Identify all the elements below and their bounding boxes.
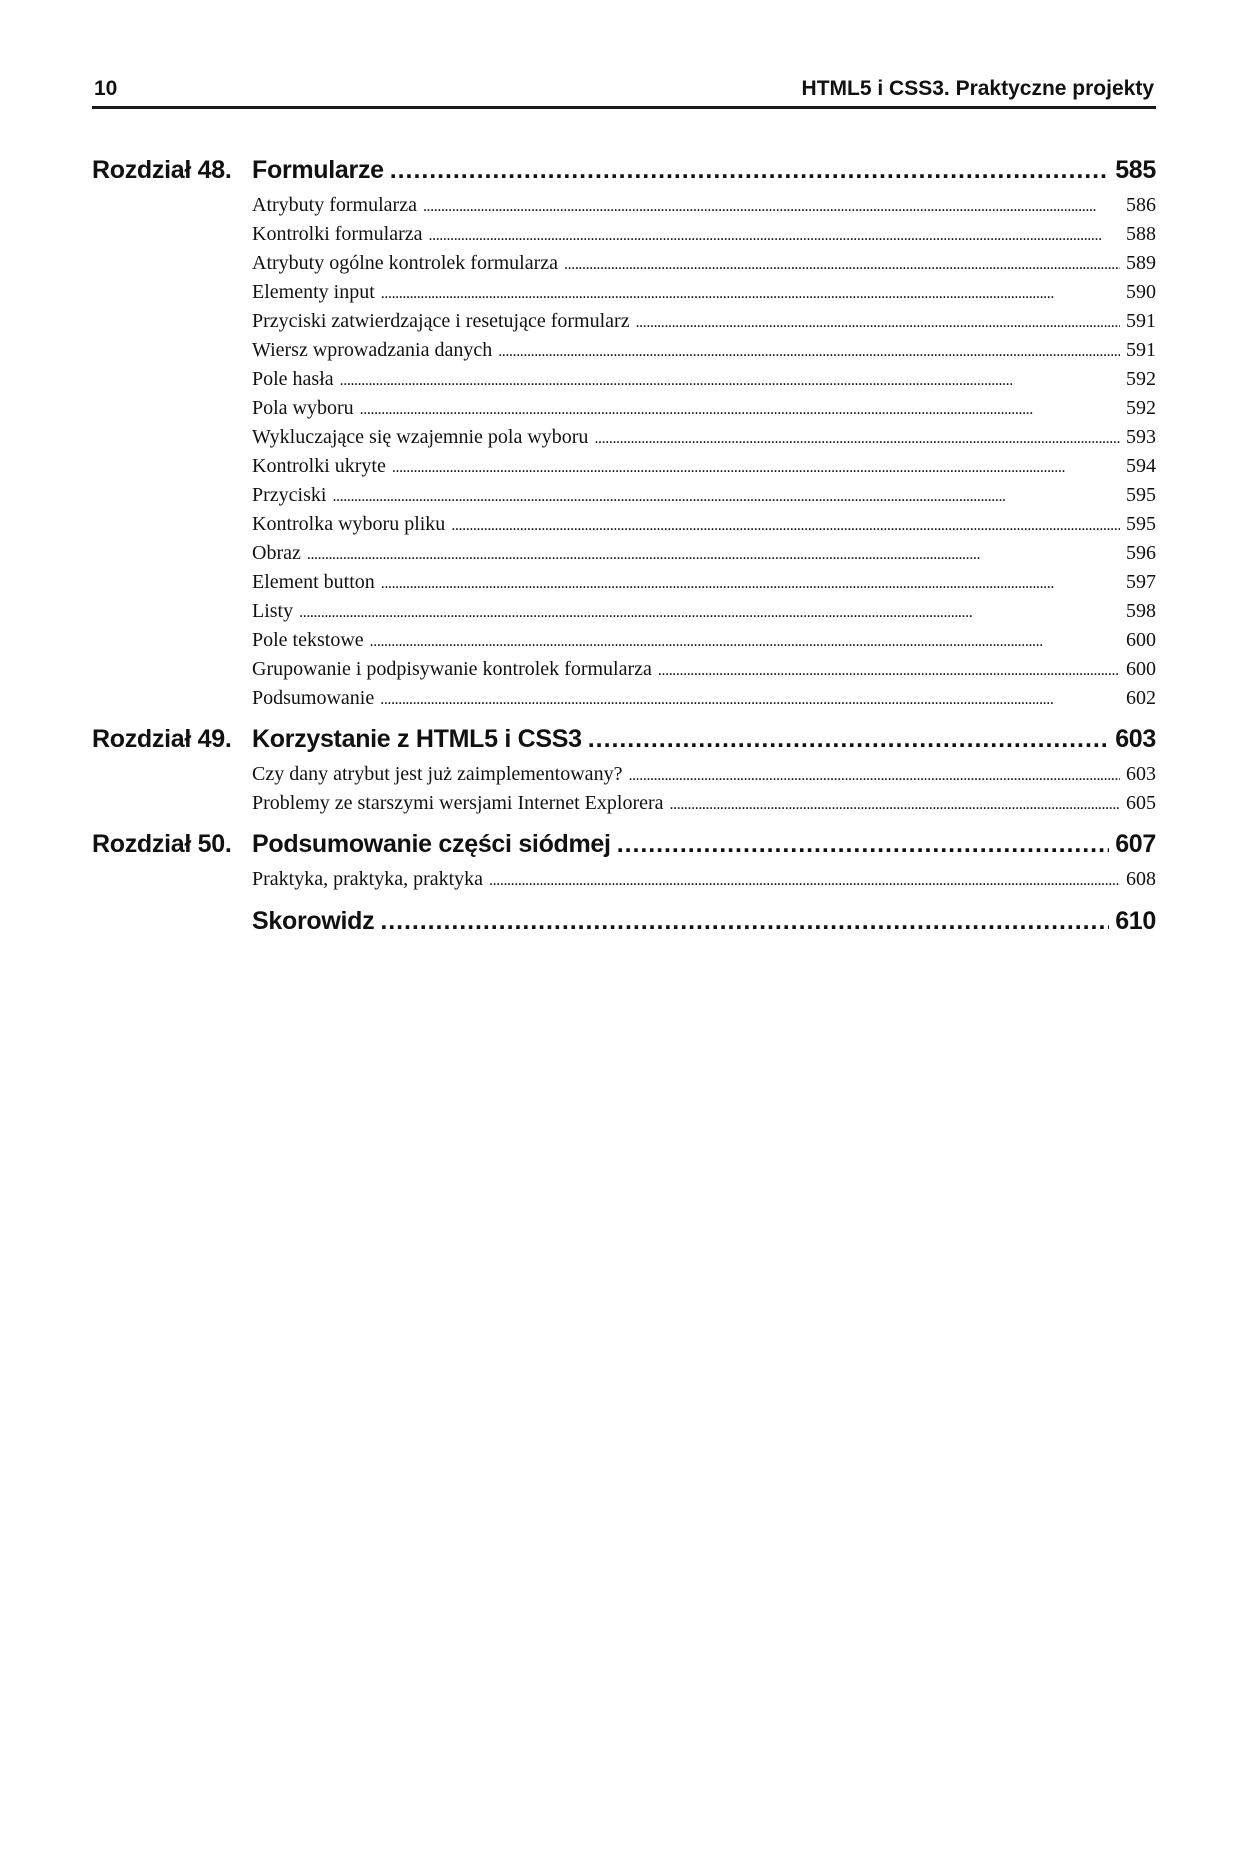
entry-page: 590: [1126, 281, 1156, 303]
toc-entry[interactable]: [92, 513, 1156, 542]
dot-leader: [370, 629, 1120, 652]
entry-page: 591: [1126, 339, 1156, 361]
entry-page: 586: [1126, 194, 1156, 216]
entry-title: Kontrolki ukryte: [252, 455, 386, 477]
page-number: 10: [94, 77, 118, 100]
entry-title: Pola wyboru: [252, 397, 354, 419]
toc-entry[interactable]: [92, 687, 1156, 716]
chapter-page: 610: [1115, 907, 1156, 935]
entry-page: 600: [1126, 658, 1156, 680]
toc-entry[interactable]: [92, 194, 1156, 223]
dot-leader: [380, 907, 1109, 936]
index-heading[interactable]: [92, 907, 1156, 945]
chapter-title: Podsumowanie części siódmej: [252, 830, 611, 858]
dot-leader: [636, 310, 1120, 333]
toc-entry[interactable]: [92, 542, 1156, 571]
entry-title: Elementy input: [252, 281, 375, 303]
entry-title: Praktyka, praktyka, praktyka: [252, 868, 484, 890]
dot-leader: [429, 223, 1121, 246]
entry-page: 608: [1126, 868, 1156, 890]
dot-leader: [594, 426, 1120, 449]
entry-page: 594: [1126, 455, 1156, 477]
entry-page: 593: [1126, 426, 1156, 448]
entry-title: Wiersz wprowadzania danych: [252, 339, 493, 361]
entry-title: Element button: [252, 571, 375, 593]
chapter-title: Skorowidz: [252, 907, 375, 935]
entry-page: 598: [1126, 600, 1156, 622]
chapter-page: 607: [1115, 830, 1156, 858]
chapter-page: 585: [1115, 156, 1156, 184]
entry-title: Grupowanie i podpisywanie kontrolek formularza: [252, 658, 652, 680]
toc-entry[interactable]: [92, 455, 1156, 484]
entry-title: Czy dany atrybut jest już zaimplementowany?: [252, 763, 623, 785]
entry-page: 600: [1126, 629, 1156, 651]
entry-page: 595: [1126, 484, 1156, 506]
entry-title: Kontrolka wyboru pliku: [252, 513, 446, 535]
dot-leader: [381, 281, 1120, 304]
entry-page: 589: [1126, 252, 1156, 274]
toc-entry[interactable]: [92, 223, 1156, 252]
entry-title: Atrybuty ogólne kontrolek formularza: [252, 252, 559, 274]
entry-page: 592: [1126, 368, 1156, 390]
dot-leader: [451, 513, 1120, 536]
toc-entry[interactable]: [92, 397, 1156, 426]
entry-title: Kontrolki formularza: [252, 223, 423, 245]
dot-leader: [617, 830, 1110, 859]
dot-leader: [390, 156, 1109, 185]
toc-entry[interactable]: [92, 792, 1156, 821]
entry-page: 592: [1126, 397, 1156, 419]
entry-title: Pole hasła: [252, 368, 334, 390]
dot-leader: [564, 252, 1120, 275]
chapter-heading[interactable]: [92, 725, 1156, 763]
entry-title: Przyciski: [252, 484, 327, 506]
toc-entry[interactable]: [92, 484, 1156, 513]
dot-leader: [670, 792, 1120, 815]
chapter-heading[interactable]: [92, 156, 1156, 194]
toc-entry[interactable]: [92, 629, 1156, 658]
entry-page: 605: [1126, 792, 1156, 814]
toc-entry[interactable]: [92, 763, 1156, 792]
toc-entry[interactable]: [92, 658, 1156, 687]
entry-title: Listy: [252, 600, 294, 622]
chapter-number: Rozdział 48.: [92, 156, 232, 184]
chapter-title: Korzystanie z HTML5 i CSS3: [252, 725, 582, 753]
dot-leader: [332, 484, 1120, 507]
dot-leader: [340, 368, 1120, 391]
entry-page: 595: [1126, 513, 1156, 535]
dot-leader: [360, 397, 1120, 420]
dot-leader: [628, 763, 1120, 786]
running-title: HTML5 i CSS3. Praktyczne projekty: [801, 77, 1154, 100]
chapter-title: Formularze: [252, 156, 384, 184]
dot-leader: [588, 725, 1109, 754]
dot-leader: [392, 455, 1120, 478]
toc-entry[interactable]: [92, 600, 1156, 629]
toc-entry[interactable]: [92, 252, 1156, 281]
chapter-number: Rozdział 50.: [92, 830, 232, 858]
chapter-page: 603: [1115, 725, 1156, 753]
entry-title: Pole tekstowe: [252, 629, 364, 651]
entry-title: Podsumowanie: [252, 687, 375, 709]
chapter-number: Rozdział 49.: [92, 725, 232, 753]
entry-page: 591: [1126, 310, 1156, 332]
toc-entry[interactable]: [92, 339, 1156, 368]
toc-entry[interactable]: [92, 571, 1156, 600]
dot-leader: [380, 687, 1120, 710]
dot-leader: [498, 339, 1120, 362]
toc-entry[interactable]: [92, 281, 1156, 310]
toc-entry[interactable]: [92, 868, 1156, 897]
entry-title: Przyciski zatwierdzające i resetujące formularz: [252, 310, 630, 332]
toc-entry[interactable]: [92, 426, 1156, 455]
entry-page: 588: [1126, 223, 1156, 245]
dot-leader: [658, 658, 1120, 681]
entry-title: Atrybuty formularza: [252, 194, 417, 216]
dot-leader: [307, 542, 1120, 565]
chapter-heading[interactable]: [92, 830, 1156, 868]
table-of-contents: [92, 156, 1156, 945]
entry-title: Wykluczające się wzajemnie pola wyboru: [252, 426, 589, 448]
dot-leader: [381, 571, 1120, 594]
entry-page: 602: [1126, 687, 1156, 709]
entry-page: 596: [1126, 542, 1156, 564]
dot-leader: [299, 600, 1120, 623]
toc-entry[interactable]: [92, 310, 1156, 339]
page-header: [92, 72, 1156, 109]
entry-page: 597: [1126, 571, 1156, 593]
entry-title: Problemy ze starszymi wersjami Internet Explorera: [252, 792, 664, 814]
toc-entry[interactable]: [92, 368, 1156, 397]
entry-page: 603: [1126, 763, 1156, 785]
dot-leader: [489, 868, 1120, 891]
dot-leader: [423, 194, 1120, 217]
entry-title: Obraz: [252, 542, 301, 564]
